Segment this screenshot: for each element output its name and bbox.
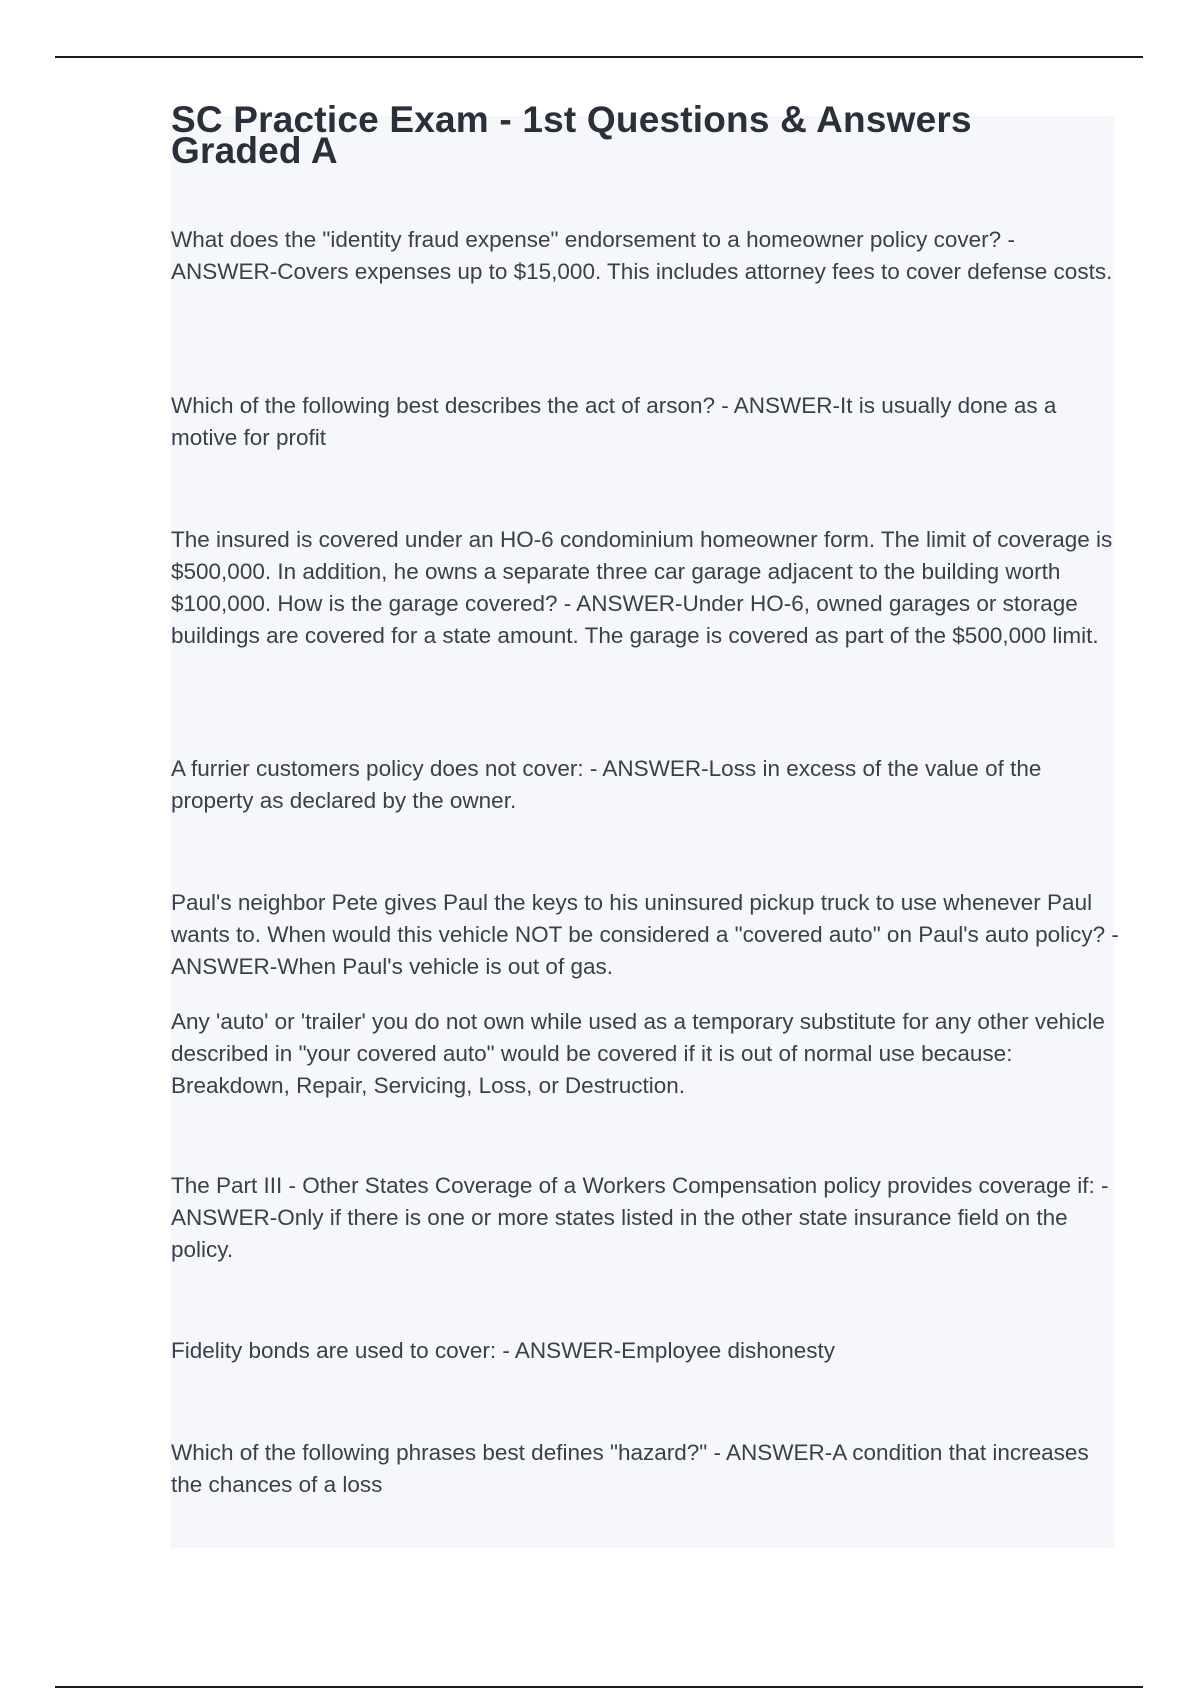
content-panel [170,116,1114,1548]
qa-entry-arson: Which of the following best describes the act of arson? - ANSWER-It is usually done as a motive for profit [171,393,1057,450]
qa-entry-fidelity-bonds: Fidelity bonds are used to cover: - ANSWER-Employee dishonesty [171,1338,836,1363]
qa-entry-covered-auto: Paul's neighbor Pete gives Paul the keys to his uninsured pickup truck to use whenever Paul wants to. When would this vehicle NOT be considered a "covered auto" on Paul's auto policy? - ANSWER-When Paul's vehicle is out of gas. [171,890,1119,979]
qa-entry-furrier: A furrier customers policy does not cover: - ANSWER-Loss in excess of the value of the property as declared by the owner. [171,756,1042,813]
top-rule [55,56,1143,58]
bottom-rule [55,1686,1143,1688]
qa-entry-temporary-substitute: Any 'auto' or 'trailer' you do not own while used as a temporary substitute for any other vehicle described in "your covered auto" would be covered if it is out of normal use because: Breakdown, Repair, Servicing, Loss, or Destruction. [171,1009,1105,1098]
document-title: SC Practice Exam - 1st Questions & Answers Graded A [171,99,972,171]
qa-entry-identity-fraud: What does the "identity fraud expense" endorsement to a homeowner policy cover? - ANSWER-Covers expenses up to $15,000. This includes attorney fees to cover defense costs. [171,227,1113,284]
qa-entry-other-states-coverage: The Part III - Other States Coverage of a Workers Compensation policy provides coverage if: - ANSWER-Only if there is one or more states listed in the other state insurance field on the policy. [171,1173,1109,1262]
qa-entry-ho6-garage: The insured is covered under an HO-6 condominium homeowner form. The limit of coverage is $500,000. In addition, he owns a separate three car garage adjacent to the building worth $100,000. How is the garage covered? - ANSWER-Under HO-6, owned garages or storage buildings are covered for a state amount. The garage is covered as part of the $500,000 limit. [171,527,1113,648]
qa-entry-hazard: Which of the following phrases best defines "hazard?" - ANSWER-A condition that increases the chances of a loss [171,1440,1089,1497]
